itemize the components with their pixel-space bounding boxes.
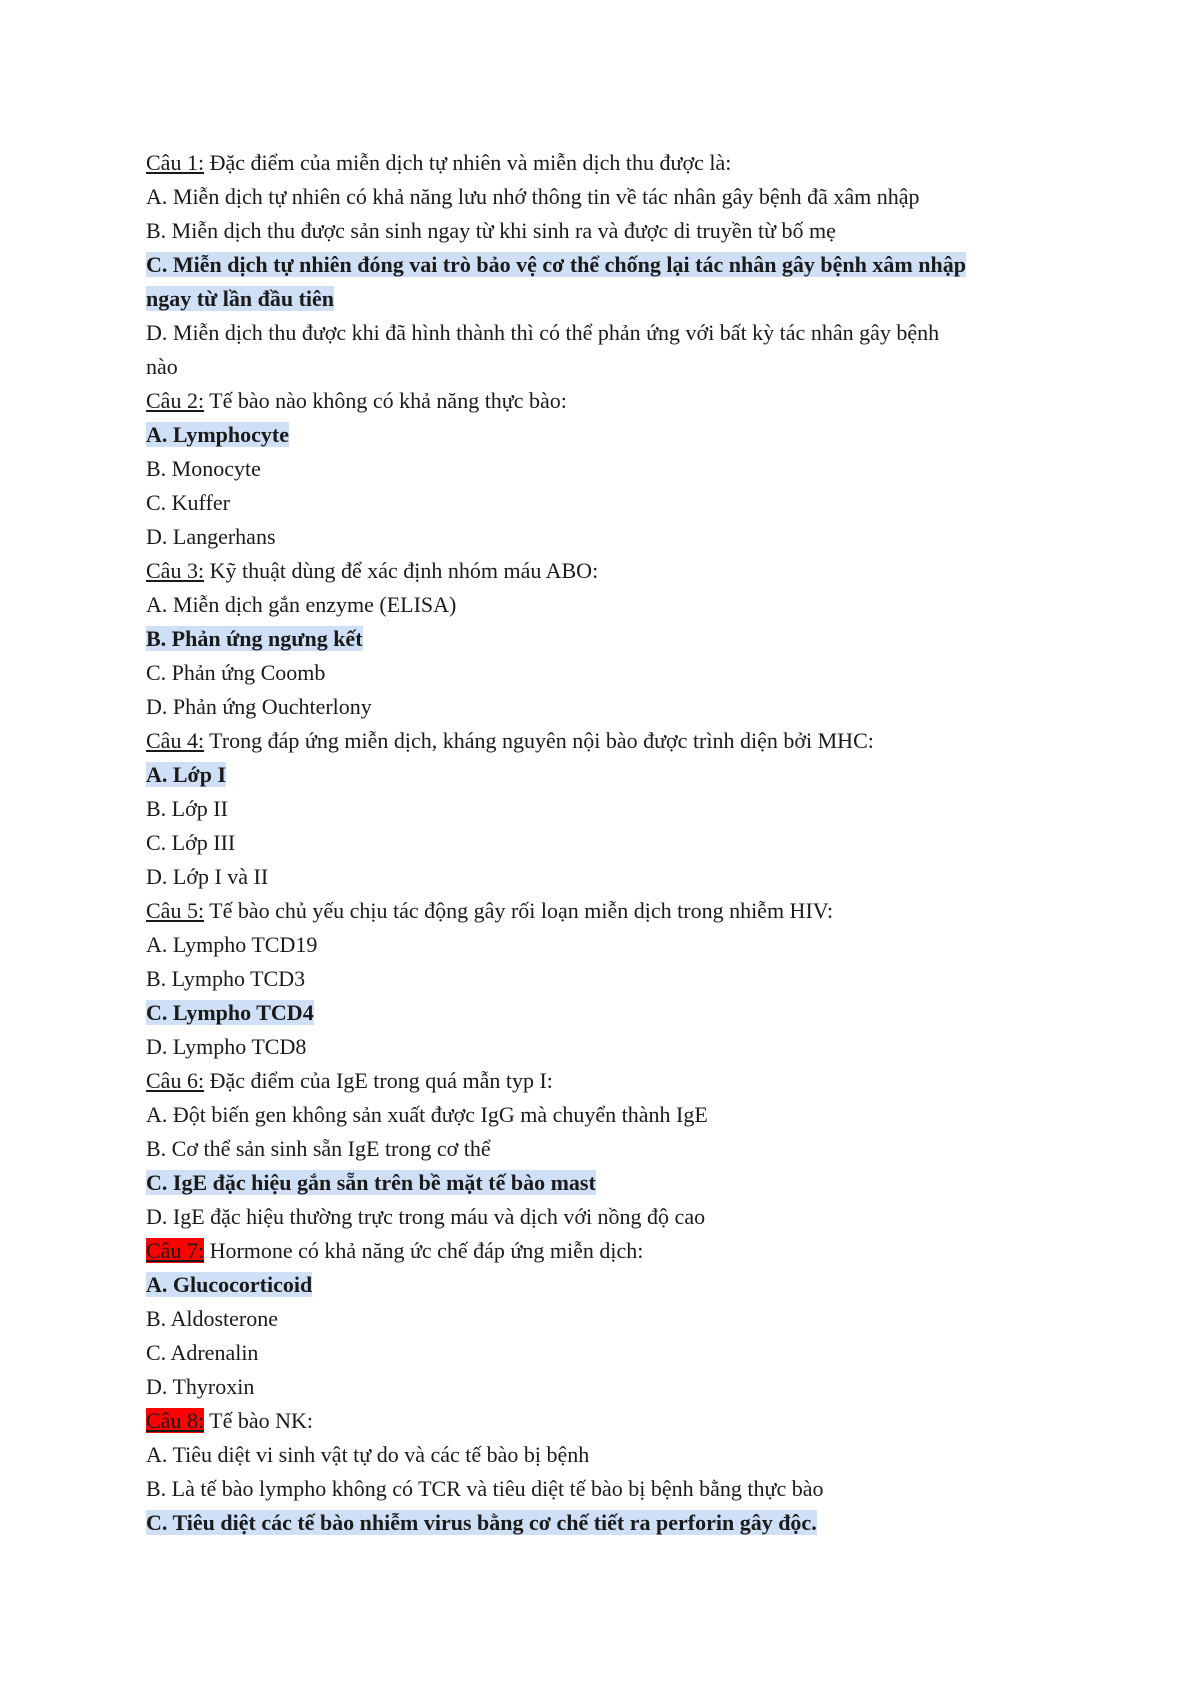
option-text: B. Lớp II — [146, 796, 228, 821]
option — [146, 316, 1066, 350]
option-text: B. Miễn dịch thu được sản sinh ngay từ khi sinh ra và được di truyền từ bố mẹ — [146, 218, 836, 243]
option-text: D. Miễn dịch thu được khi đã hình thành thì có thể phản ứng với bất kỳ tác nhân gây bệnh — [146, 320, 940, 345]
option — [146, 1336, 1066, 1370]
question-label: Câu 5: — [146, 898, 205, 923]
document-page — [146, 146, 1066, 1540]
option — [146, 1098, 1066, 1132]
question-text: Đặc điểm của miễn dịch tự nhiên và miễn dịch thu được là: — [204, 150, 732, 175]
option-text: B. Lympho TCD3 — [146, 966, 306, 991]
option — [146, 1370, 1066, 1404]
question-3 — [146, 554, 1066, 588]
option-text: C. Phản ứng Coomb — [146, 660, 326, 685]
question-label: Câu 2: — [146, 388, 205, 413]
question-text: Kỹ thuật dùng để xác định nhóm máu ABO: — [204, 558, 599, 583]
option — [146, 1030, 1066, 1064]
option — [146, 520, 1066, 554]
question-label-flagged: Câu 7: — [146, 1238, 205, 1263]
option-text: B. Aldosterone — [146, 1306, 278, 1331]
correct-option — [146, 1506, 1066, 1540]
correct-option-text: A. Lymphocyte — [146, 422, 289, 447]
question-label: Câu 1: — [146, 150, 205, 175]
option-text: D. IgE đặc hiệu thường trực trong máu và dịch với nồng độ cao — [146, 1204, 706, 1229]
option — [146, 214, 1066, 248]
question-8 — [146, 1404, 1066, 1438]
option — [146, 928, 1066, 962]
option — [146, 452, 1066, 486]
option-text: D. Langerhans — [146, 524, 276, 549]
correct-option-text: A. Lớp I — [146, 762, 227, 787]
option — [146, 826, 1066, 860]
question-label: Câu 6: — [146, 1068, 205, 1093]
option-text: C. Kuffer — [146, 490, 230, 515]
correct-option — [146, 418, 1066, 452]
option-text: B. Là tế bào lympho không có TCR và tiêu diệt tế bào bị bệnh bằng thực bào — [146, 1476, 824, 1501]
option-text: D. Lympho TCD8 — [146, 1034, 307, 1059]
option-text: A. Đột biến gen không sản xuất được IgG mà chuyển thành IgE — [146, 1102, 708, 1127]
option-text: A. Miễn dịch gắn enzyme (ELISA) — [146, 592, 457, 617]
option-text: B. Monocyte — [146, 456, 261, 481]
correct-option — [146, 758, 1066, 792]
question-4 — [146, 724, 1066, 758]
option — [146, 792, 1066, 826]
option — [146, 690, 1066, 724]
option — [146, 962, 1066, 996]
option-text: nào — [146, 354, 178, 379]
correct-option-text: ngay từ lần đầu tiên — [146, 286, 335, 311]
option — [146, 486, 1066, 520]
correct-option-text: C. Tiêu diệt các tế bào nhiễm virus bằng cơ chế tiết ra perforin gây độc. — [146, 1510, 817, 1535]
question-label: Câu 4: — [146, 728, 205, 753]
option-text: D. Lớp I và II — [146, 864, 269, 889]
option-text: C. Lớp III — [146, 830, 236, 855]
option — [146, 1438, 1066, 1472]
correct-option-text: A. Glucocorticoid — [146, 1272, 313, 1297]
question-2 — [146, 384, 1066, 418]
question-text: Hormone có khả năng ức chế đáp ứng miễn dịch: — [204, 1238, 644, 1263]
correct-option — [146, 1268, 1066, 1302]
option-text: A. Miễn dịch tự nhiên có khả năng lưu nhớ thông tin về tác nhân gây bệnh đã xâm nhập — [146, 184, 920, 209]
option — [146, 1132, 1066, 1166]
question-6 — [146, 1064, 1066, 1098]
correct-option — [146, 248, 1066, 282]
option-text: C. Adrenalin — [146, 1340, 259, 1365]
option-text: D. Thyroxin — [146, 1374, 255, 1399]
question-text: Đặc điểm của IgE trong quá mẫn typ I: — [204, 1068, 553, 1093]
option — [146, 1302, 1066, 1336]
question-1 — [146, 146, 1066, 180]
correct-option-text: C. Miễn dịch tự nhiên đóng vai trò bảo vệ cơ thể chống lại tác nhân gây bệnh xâm nhập — [146, 252, 966, 277]
option — [146, 656, 1066, 690]
option — [146, 1472, 1066, 1506]
option-text: A. Lympho TCD19 — [146, 932, 318, 957]
correct-option — [146, 622, 1066, 656]
option-text: B. Cơ thể sản sinh sẵn IgE trong cơ thể — [146, 1136, 491, 1161]
question-text: Tế bào NK: — [204, 1408, 314, 1433]
option — [146, 860, 1066, 894]
question-label: Câu 3: — [146, 558, 205, 583]
correct-option-text: C. IgE đặc hiệu gắn sẵn trên bề mặt tế bào mast — [146, 1170, 596, 1195]
option — [146, 1200, 1066, 1234]
question-label-flagged: Câu 8: — [146, 1408, 205, 1433]
option-text: A. Tiêu diệt vi sinh vật tự do và các tế bào bị bệnh — [146, 1442, 590, 1467]
correct-option — [146, 996, 1066, 1030]
question-text: Tế bào nào không có khả năng thực bào: — [204, 388, 567, 413]
question-text: Trong đáp ứng miễn dịch, kháng nguyên nội bào được trình diện bởi MHC: — [204, 728, 874, 753]
option-text: D. Phản ứng Ouchterlony — [146, 694, 372, 719]
correct-option-text: C. Lympho TCD4 — [146, 1000, 314, 1025]
question-7 — [146, 1234, 1066, 1268]
correct-option-text: B. Phản ứng ngưng kết — [146, 626, 363, 651]
question-5 — [146, 894, 1066, 928]
question-text: Tế bào chủ yếu chịu tác động gây rối loạn miễn dịch trong nhiễm HIV: — [204, 898, 834, 923]
correct-option — [146, 1166, 1066, 1200]
correct-option-continued — [146, 282, 1066, 316]
option — [146, 588, 1066, 622]
option-continued — [146, 350, 1066, 384]
option — [146, 180, 1066, 214]
